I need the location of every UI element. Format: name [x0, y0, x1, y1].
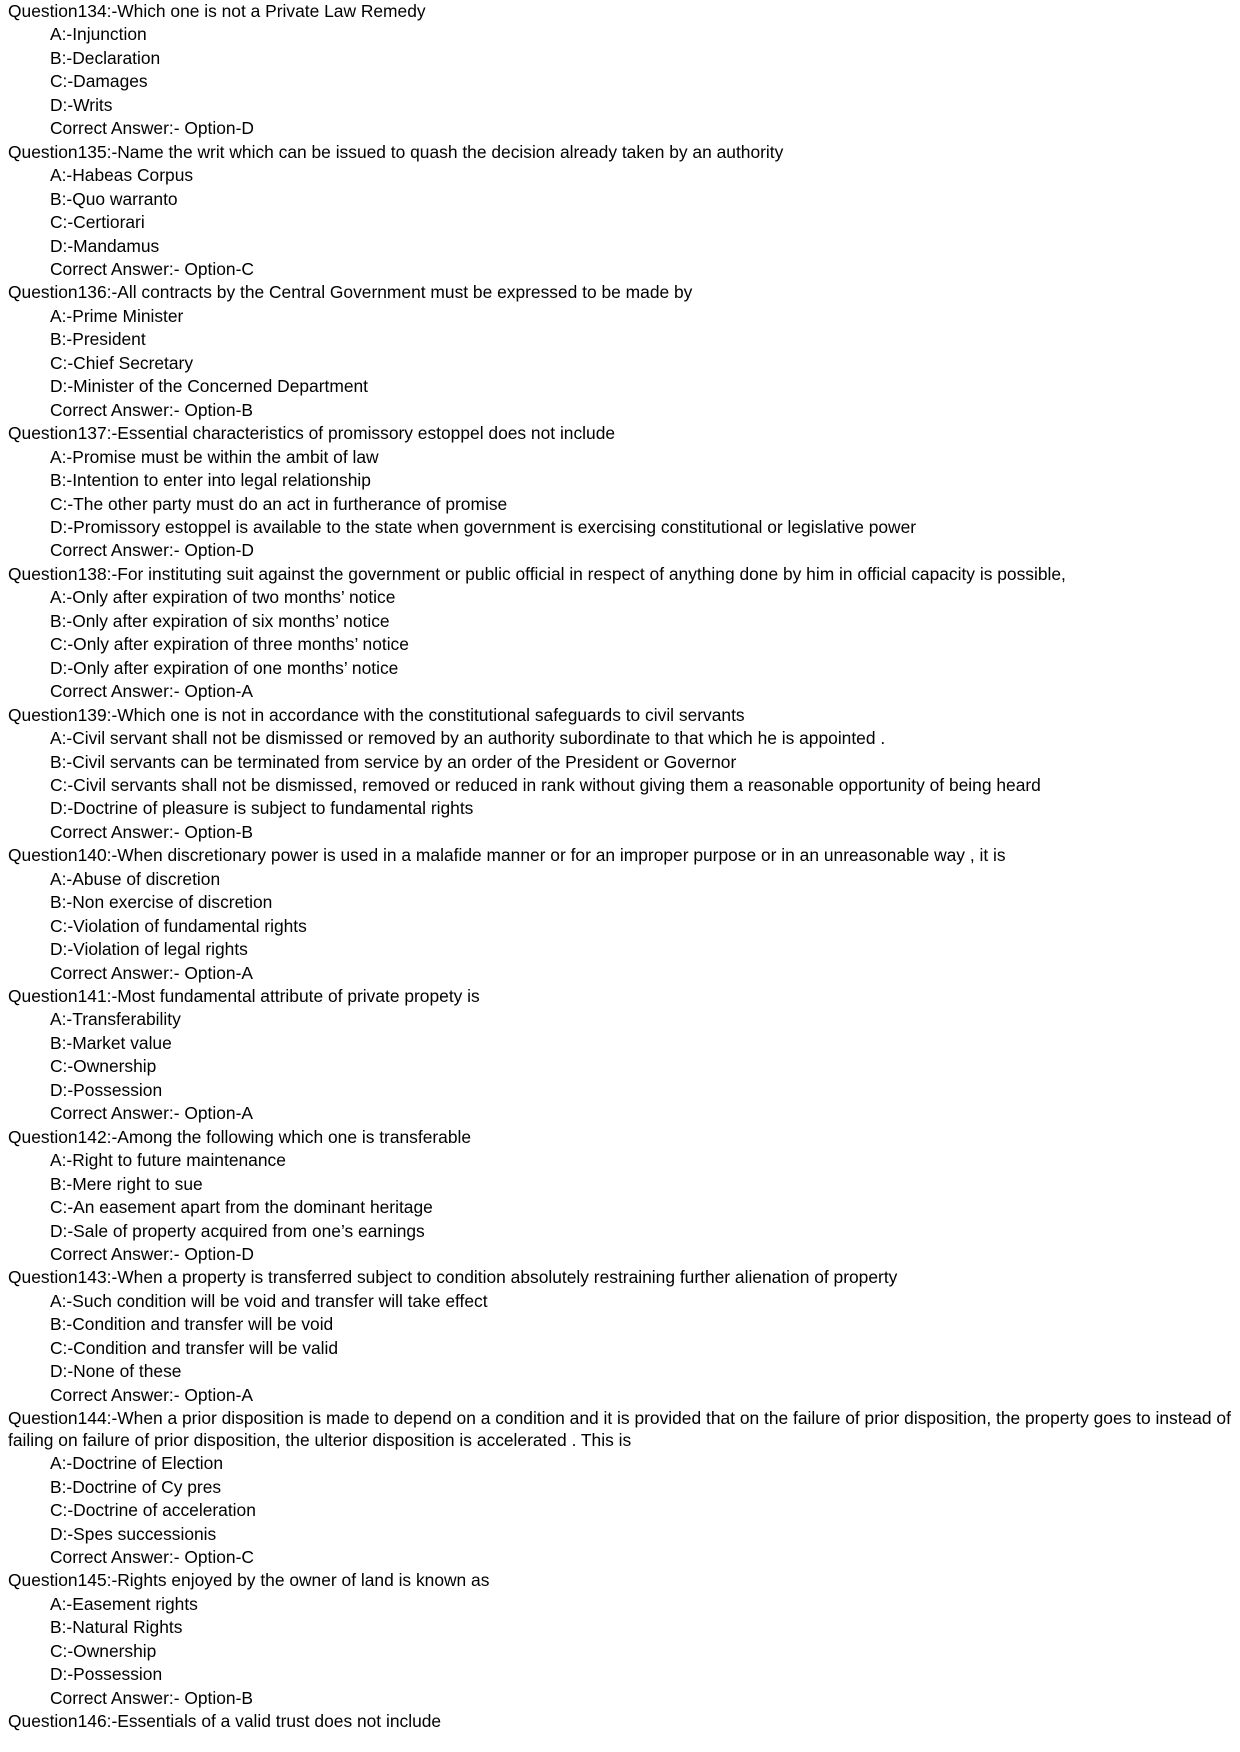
option-b: B:-President [50, 329, 146, 350]
question-text: Question137:-Essential characteristics of promissory estoppel does not include [8, 423, 616, 444]
option-a: A:-Easement rights [50, 1593, 198, 1614]
question-text: Question140:-When discretionary power is used in a malafide manner or for an improper purpose or in an unreasonable way , it is [8, 845, 1006, 866]
option-b: B:-Declaration [50, 47, 161, 68]
question-block [8, 1126, 1240, 1267]
correct-answer: Correct Answer:- Option-D [50, 540, 254, 561]
option-c: C:-Civil servants shall not be dismissed, removed or reduced in rank without giving them a reasonable opportunity of being heard [50, 774, 1041, 795]
question-block [8, 1266, 1240, 1407]
correct-answer: Correct Answer:- Option-C [50, 1547, 254, 1567]
option-c: C:-Ownership [50, 1640, 157, 1661]
question-text: Question143:-When a property is transferred subject to condition absolutely restraining further alienation of property [8, 1267, 898, 1288]
option-d: D:-Possession [50, 1079, 163, 1100]
option-b: B:-Mere right to sue [50, 1173, 203, 1194]
correct-answer: Correct Answer:- Option-A [50, 1384, 253, 1405]
correct-answer: Correct Answer:- Option-A [50, 962, 253, 983]
option-c: C:-An easement apart from the dominant heritage [50, 1197, 433, 1218]
option-b: B:-Doctrine of Cy pres [50, 1476, 222, 1497]
option-d: D:-Doctrine of pleasure is subject to fundamental rights [50, 798, 474, 819]
option-a: A:-Abuse of discretion [50, 868, 221, 889]
question-block [8, 141, 1240, 282]
question-text: Question142:-Among the following which one is transferable [8, 1126, 472, 1147]
option-a: A:-Injunction [50, 24, 147, 45]
option-d: D:-Sale of property acquired from one’s earnings [50, 1220, 425, 1241]
option-b: B:-Market value [50, 1032, 172, 1053]
option-a: A:-Transferability [50, 1009, 181, 1030]
question-text: Question134:-Which one is not a Private Law Remedy [8, 1, 426, 21]
option-d: D:-Only after expiration of one months’ notice [50, 657, 399, 678]
correct-answer: Correct Answer:- Option-C [50, 258, 254, 279]
option-d: D:-Possession [50, 1664, 163, 1685]
option-a: A:-Right to future maintenance [50, 1150, 286, 1171]
question-text: Question139:-Which one is not in accordance with the constitutional safeguards to civil servants [8, 704, 745, 725]
correct-answer: Correct Answer:- Option-D [50, 1244, 254, 1265]
option-c: C:-Only after expiration of three months’ notice [50, 634, 409, 655]
option-a: A:-Civil servant shall not be dismissed or removed by an authority subordinate to that which he is appointed . [50, 728, 886, 749]
option-a: A:-Habeas Corpus [50, 165, 194, 186]
option-c: C:-Damages [50, 71, 148, 92]
question-text: Question136:-All contracts by the Central Government must be expressed to be made by [8, 282, 693, 303]
question-block [8, 1710, 1240, 1733]
option-b: B:-Condition and transfer will be void [50, 1314, 334, 1335]
option-c: C:-The other party must do an act in furtherance of promise [50, 493, 508, 514]
option-d: D:-Minister of the Concerned Department [50, 376, 368, 397]
option-d: D:-Writs [50, 94, 113, 115]
option-a: A:-Such condition will be void and transfer will take effect [50, 1290, 488, 1311]
question-text: Question144:-When a prior disposition is made to depend on a condition and it is provided that on the failure of prior disposition, the property goes to instead of failing on failure of prior disposition, the ulterior disposition is accelerated . This is [8, 1408, 1231, 1450]
option-d: D:-None of these [50, 1361, 182, 1382]
question-block [8, 0, 1240, 141]
question-text: Question146:-Essentials of a valid trust does not include [8, 1711, 442, 1732]
question-text: Question145:-Rights enjoyed by the owner of land is known as [8, 1570, 490, 1591]
option-d: D:-Mandamus [50, 235, 160, 256]
option-a: A:-Only after expiration of two months’ notice [50, 587, 396, 608]
correct-answer: Correct Answer:- Option-A [50, 681, 253, 702]
option-b: B:-Non exercise of discretion [50, 892, 273, 913]
question-block [8, 1569, 1240, 1710]
question-block [8, 1407, 1240, 1569]
question-document [8, 0, 1240, 1734]
option-b: B:-Only after expiration of six months’ notice [50, 610, 390, 631]
question-text: Question135:-Name the writ which can be issued to quash the decision already taken by an authority [8, 141, 784, 162]
question-block [8, 563, 1240, 704]
option-d: D:-Spes successionis [50, 1523, 217, 1544]
option-b: B:-Natural Rights [50, 1617, 183, 1638]
option-c: C:-Certiorari [50, 212, 145, 233]
option-c: C:-Doctrine of acceleration [50, 1500, 256, 1521]
question-block [8, 985, 1240, 1126]
correct-answer: Correct Answer:- Option-B [50, 1687, 253, 1708]
question-text: Question141:-Most fundamental attribute of private propety is [8, 986, 480, 1007]
option-d: D:-Promissory estoppel is available to the state when government is exercising constitutional or legislative power [50, 516, 917, 537]
option-b: B:-Civil servants can be terminated from service by an order of the President or Governor [50, 751, 737, 772]
question-text: Question138:-For instituting suit against the government or public official in respect of anything done by him in official capacity is possible, [8, 563, 1066, 584]
correct-answer: Correct Answer:- Option-A [50, 1103, 253, 1124]
option-d: D:-Violation of legal rights [50, 939, 248, 960]
correct-answer: Correct Answer:- Option-B [50, 821, 253, 842]
option-a: A:-Prime Minister [50, 305, 184, 326]
correct-answer: Correct Answer:- Option-B [50, 399, 253, 420]
option-c: C:-Violation of fundamental rights [50, 915, 307, 936]
correct-answer: Correct Answer:- Option-D [50, 118, 254, 139]
option-c: C:-Condition and transfer will be valid [50, 1337, 339, 1358]
question-block [8, 281, 1240, 422]
option-a: A:-Doctrine of Election [50, 1453, 224, 1474]
option-c: C:-Chief Secretary [50, 352, 194, 373]
question-block [8, 422, 1240, 563]
option-b: B:-Quo warranto [50, 188, 178, 209]
question-block [8, 704, 1240, 845]
option-b: B:-Intention to enter into legal relationship [50, 470, 371, 491]
option-c: C:-Ownership [50, 1056, 157, 1077]
question-block [8, 844, 1240, 985]
option-a: A:-Promise must be within the ambit of law [50, 446, 379, 467]
